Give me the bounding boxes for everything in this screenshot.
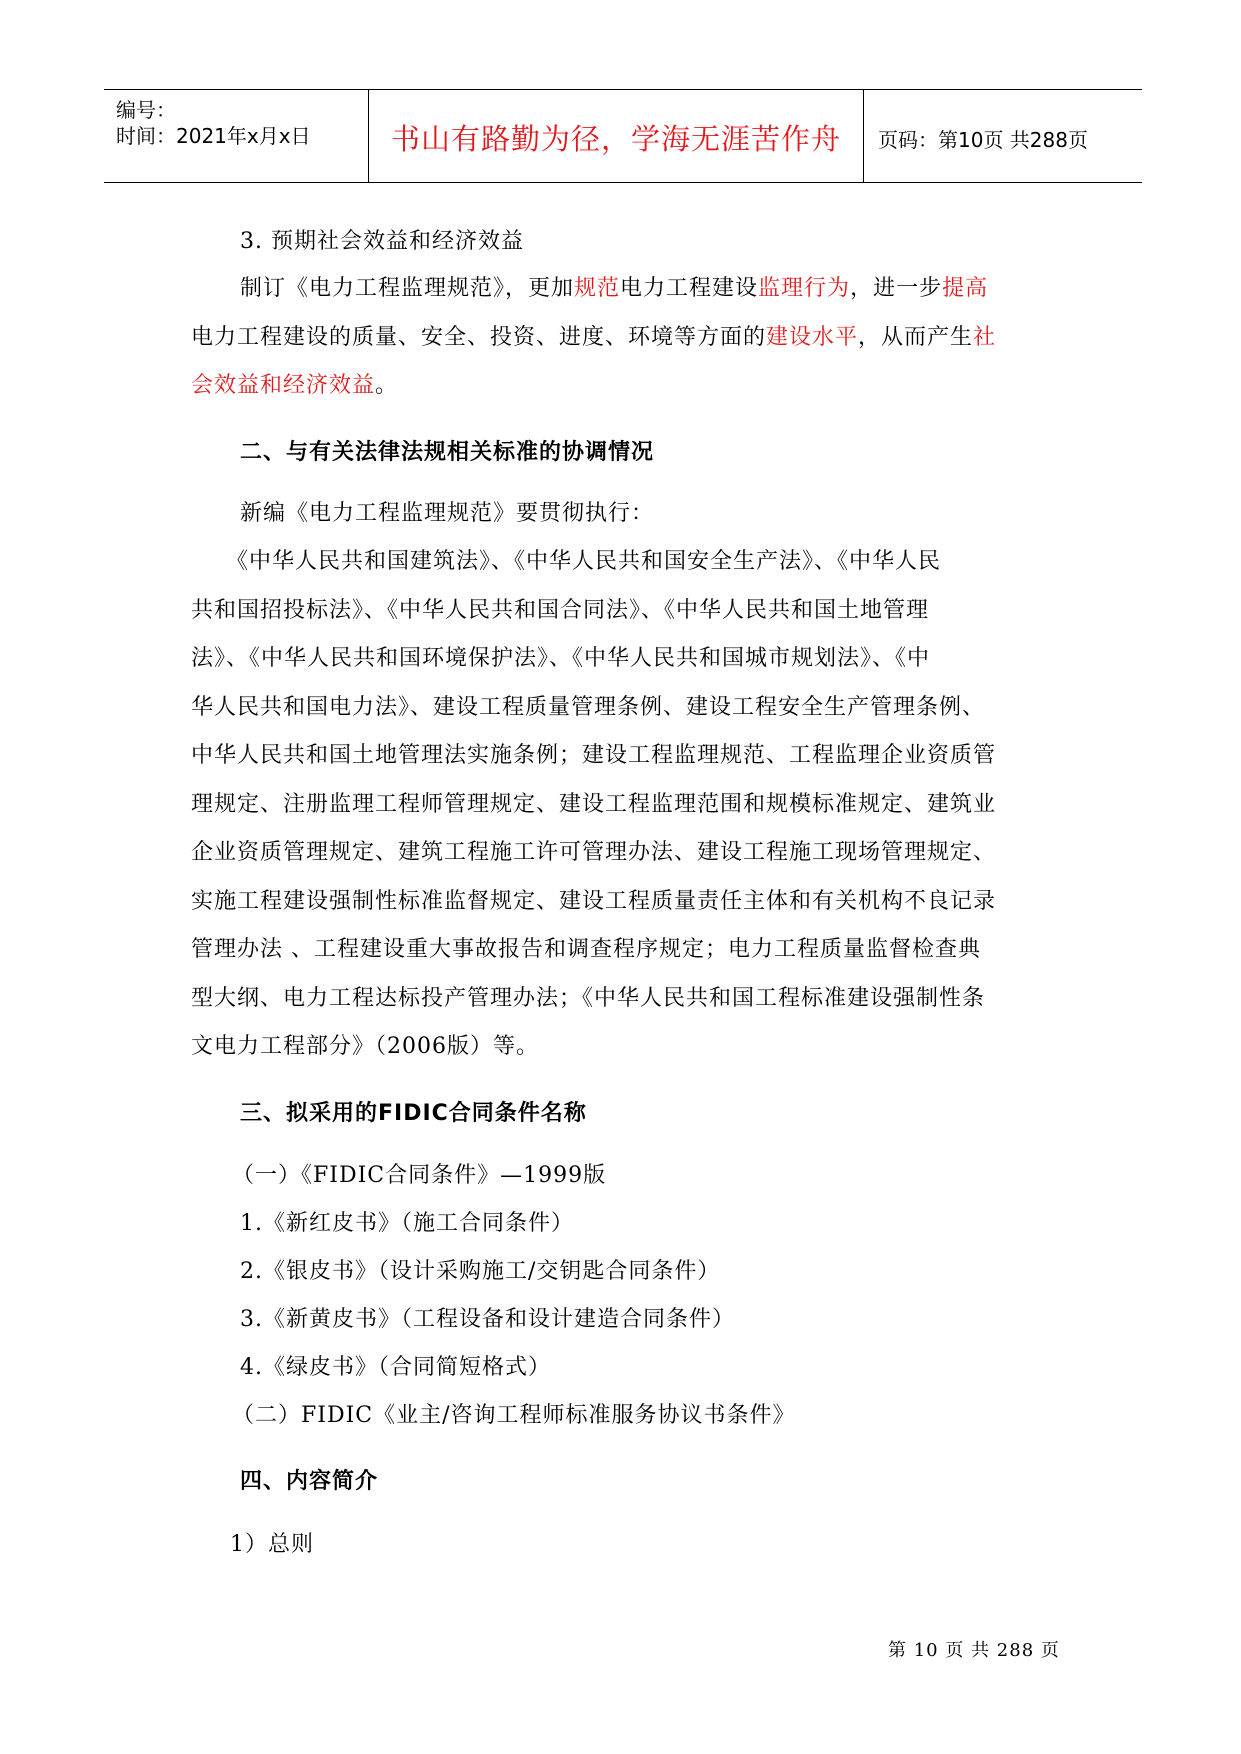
section-heading-3: 三、拟采用的FIDIC合同条件名称: [240, 1101, 587, 1126]
highlight-span: 规范: [574, 276, 621, 301]
section-heading-4: 四、内容简介: [240, 1469, 379, 1494]
highlight-span: 社: [973, 325, 997, 350]
section-heading-2: 二、与有关法律法规相关标准的协调情况: [240, 440, 655, 465]
fidic-item: （二）FIDIC《业主/咨询工程师标准服务协议书条件》: [232, 1403, 796, 1428]
subsection-general: 1）总则: [230, 1532, 314, 1557]
laws-line: 实施工程建设强制性标准监督规定、建设工程质量责任主体和有关机构不良记录: [191, 889, 997, 914]
paragraph-1-line-3: [191, 368, 1061, 399]
page-header: [104, 89, 1142, 183]
text-span: 制订《电力工程监理规范》，更加: [240, 276, 575, 301]
number-label: 编号：: [116, 98, 176, 122]
laws-line: 法》、《中华人民共和国环境保护法》、《中华人民共和国城市规划法》、《中: [191, 646, 931, 671]
item-3: 3. 预期社会效益和经济效益: [240, 229, 524, 254]
laws-line: 文电力工程部分》（2006版）等。: [191, 1034, 539, 1059]
laws-line: 中华人民共和国土地管理法实施条例；建设工程监理规范、工程监理企业资质管: [191, 743, 997, 768]
paragraph-1-line-2: [191, 320, 1061, 351]
laws-line: 华人民共和国电力法》、建设工程质量管理条例、建设工程安全生产管理条例、: [191, 695, 986, 720]
header-motto-cell: [369, 90, 864, 182]
laws-line: 企业资质管理规定、建筑工程施工许可管理办法、建设工程施工现场管理规定、: [191, 840, 997, 865]
fidic-item: 2.《银皮书》（设计采购施工/交钥匙合同条件）: [240, 1259, 721, 1284]
text-span: 电力工程建设的质量、安全、投资、进度、环境等方面的: [191, 325, 767, 350]
paragraph-1-line-1: [240, 271, 1110, 302]
fidic-item: （一）《FIDIC合同条件》—1999版: [232, 1163, 607, 1188]
laws-line: 管理办法 、工程建设重大事故报告和调查程序规定；电力工程质量监督检查典: [191, 937, 981, 962]
page-code: 页码：第10页 共288页: [878, 128, 1088, 152]
page-footer: 第 10 页 共 288 页: [888, 1640, 1060, 1661]
laws-line: 型大纲、电力工程达标投产管理办法；《中华人民共和国工程标准建设强制性条: [191, 986, 986, 1011]
highlight-span: 提高: [942, 276, 989, 301]
laws-line: 《中华人民共和国建筑法》、《中华人民共和国安全生产法》、《中华人民: [226, 549, 942, 574]
laws-line: 理规定、注册监理工程师管理规定、建设工程监理范围和规模标准规定、建筑业: [191, 792, 997, 817]
time-label: 时间：2021年x月x日: [116, 124, 311, 148]
header-page-cell: [864, 90, 1142, 182]
fidic-item: 3.《新黄皮书》（工程设备和设计建造合同条件）: [240, 1307, 735, 1332]
header-info-cell: [104, 90, 369, 182]
highlight-span: 建设水平: [766, 325, 859, 350]
fidic-item: 1.《新红皮书》（施工合同条件）: [240, 1211, 574, 1236]
fidic-item: 4.《绿皮书》（合同简短格式）: [240, 1355, 551, 1380]
laws-line: 共和国招投标法》、《中华人民共和国合同法》、《中华人民共和国土地管理: [191, 598, 930, 623]
highlight-span: 会效益和经济效益: [191, 373, 376, 398]
text-span: 。: [375, 373, 399, 398]
motto: 书山有路勤为径，学海无涯苦作舟: [390, 122, 841, 156]
paragraph-2-intro: 新编《电力工程监理规范》要贯彻执行：: [240, 501, 655, 526]
text-span: 电力工程建设: [620, 276, 759, 301]
highlight-span: 监理行为: [758, 276, 851, 301]
text-span: ，从而产生: [858, 325, 974, 350]
text-span: ，进一步: [850, 276, 943, 301]
